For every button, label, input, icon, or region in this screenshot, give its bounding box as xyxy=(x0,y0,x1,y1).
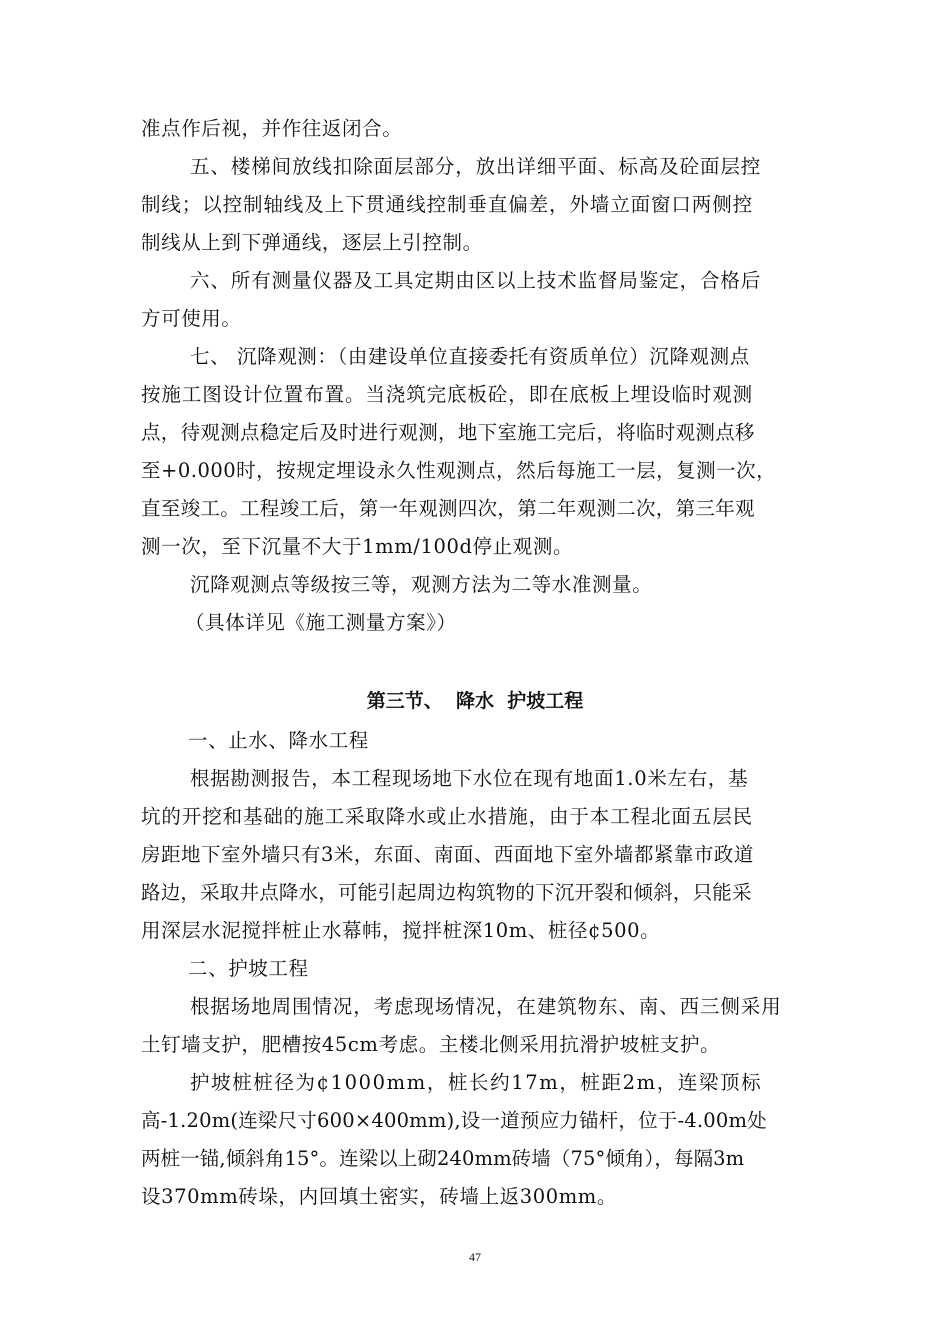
paragraph-line: 点，待观测点稳定后及时进行观测，地下室施工完后，将临时观测点移 xyxy=(141,421,755,444)
subsection-title: 二、护坡工程 xyxy=(188,957,309,980)
paragraph-line: 准点作后视，并作往返闭合。 xyxy=(141,117,403,140)
paragraph-line: 按施工图设计位置布置。当浇筑完底板砼，即在底板上埋设临时观测 xyxy=(141,383,754,406)
paragraph-line: 土钉墙支护，肥槽按45cm考虑。主楼北侧采用抗滑护坡桩支护。 xyxy=(141,1033,721,1056)
paragraph-line: （具体详见《施工测量方案》） xyxy=(185,611,457,634)
paragraph-line: 高-1.20m(连梁尺寸600×400mm),设一道预应力锚杆，位于-4.00m处 xyxy=(141,1109,767,1132)
paragraph-line: 两桩一锚,倾斜角15°。连梁以上砌240mm砖墙（75°倾角），每隔3m xyxy=(141,1147,745,1170)
paragraph-line: 直至竣工。工程竣工后，第一年观测四次，第二年观测二次，第三年观 xyxy=(141,497,755,520)
section-heading: 第三节、 降水 护坡工程 xyxy=(366,690,584,712)
paragraph-line: 测一次，至下沉量不大于1mm/100d停止观测。 xyxy=(141,535,574,558)
paragraph-line: 房距地下室外墙只有3米，东面、南面、西面地下室外墙都紧靠市政道 xyxy=(141,843,754,866)
paragraph-line: 制线从上到下弹通线，逐层上引控制。 xyxy=(141,231,483,254)
paragraph-line: 根据场地周围情况，考虑现场情况，在建筑物东、南、西三侧采用 xyxy=(190,995,782,1018)
paragraph-line: 设370mm砖垛，内回填土密实，砖墙上返300mm。 xyxy=(141,1185,618,1208)
paragraph-line: 根据勘测报告，本工程现场地下水位在现有地面1.0米左右，基 xyxy=(190,767,749,790)
subsection-title: 一、止水、降水工程 xyxy=(188,729,369,752)
paragraph-line: 沉降观测点等级按三等，观测方法为二等水准测量。 xyxy=(190,573,653,596)
paragraph-line: 用深层水泥搅拌桩止水幕帏，搅拌桩深10m、桩径¢500。 xyxy=(141,919,661,942)
paragraph-line: 路边，采取井点降水，可能引起周边构筑物的下沉开裂和倾斜，只能采 xyxy=(141,881,752,904)
paragraph-line: 制线；以控制轴线及上下贯通线控制垂直偏差，外墙立面窗口两侧控 xyxy=(141,193,754,216)
paragraph-line: 坑的开挖和基础的施工采取降水或止水措施，由于本工程北面五层民 xyxy=(141,805,754,828)
paragraph-line: 七、 沉降观测：（由建设单位直接委托有资质单位）沉降观测点 xyxy=(190,345,750,368)
paragraph-line: 五、楼梯间放线扣除面层部分，放出详细平面、标高及砼面层控 xyxy=(190,155,762,178)
paragraph-line: 至+0.000时，按规定埋设永久性观测点，然后每施工一层，复测一次， xyxy=(141,459,777,482)
paragraph-line: 方可使用。 xyxy=(141,307,242,330)
paragraph-line: 护坡桩桩径为¢1000mm，桩长约17m，桩距2m，连梁顶标 xyxy=(190,1071,763,1094)
page-number: 47 xyxy=(469,1250,481,1264)
paragraph-line: 六、所有测量仪器及工具定期由区以上技术监督局鉴定，合格后 xyxy=(190,269,762,292)
